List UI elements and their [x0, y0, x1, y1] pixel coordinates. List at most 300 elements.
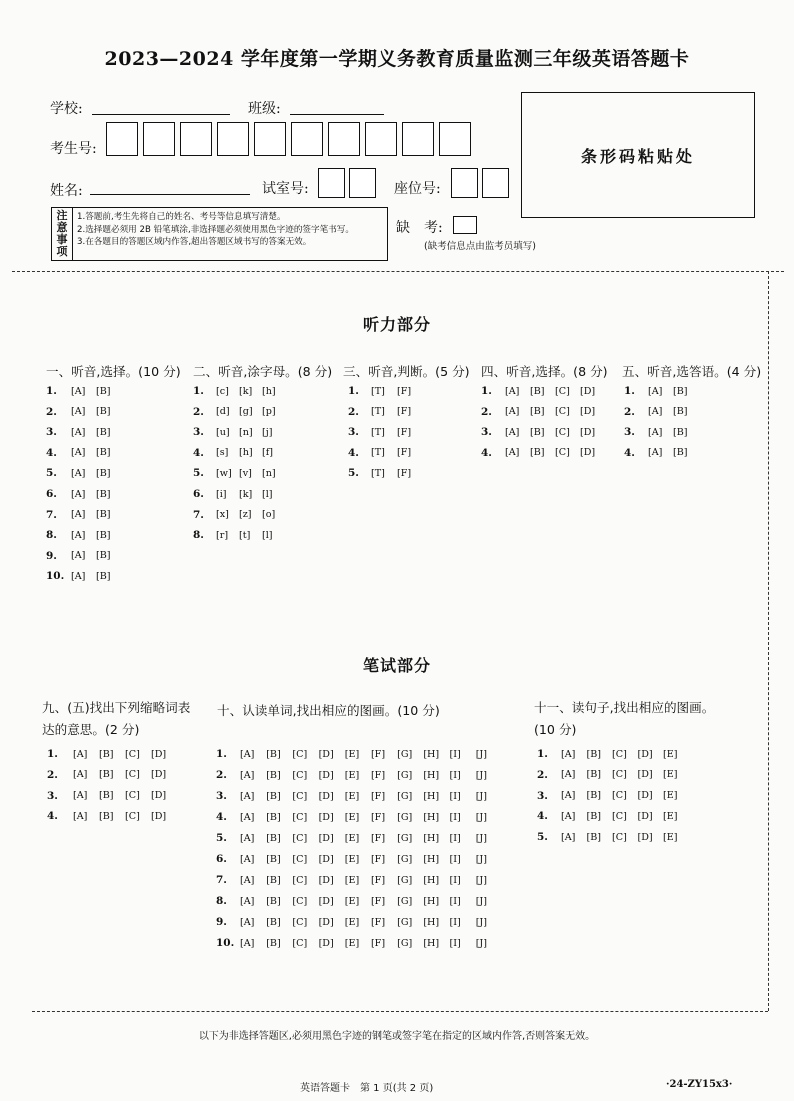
answer-option-bubble[interactable]: [I]: [449, 790, 461, 802]
answer-option-bubble[interactable]: [D]: [151, 810, 167, 822]
answer-option-bubble[interactable]: [p]: [262, 406, 276, 418]
answer-option-bubble[interactable]: [C]: [292, 769, 308, 781]
question-number: 8.: [46, 529, 57, 542]
question-number: 9.: [46, 549, 57, 562]
section-9-heading: 九、(五)找出下列缩略词表达的意思。(2 分): [42, 700, 191, 737]
answer-option-bubble[interactable]: [I]: [449, 748, 461, 760]
question-number: 2.: [481, 405, 492, 418]
answer-option-bubble[interactable]: [A]: [648, 447, 663, 459]
question-number: 6.: [46, 488, 57, 500]
notice-line: 1.答题前,考生先将自己的姓名、考号等信息填写清楚。: [77, 212, 286, 222]
answer-option-bubble[interactable]: [A]: [561, 769, 576, 781]
answer-option-bubble[interactable]: [F]: [397, 426, 412, 438]
answer-option-bubble[interactable]: [T]: [371, 467, 385, 479]
room-box[interactable]: [349, 168, 376, 198]
notice-head-char: 注: [56, 209, 68, 222]
absent-note: (缺考信息点由监考员填写): [424, 241, 536, 252]
answer-option-bubble[interactable]: [J]: [475, 937, 488, 949]
question-number: 4.: [624, 446, 635, 459]
answer-option-bubble[interactable]: [E]: [344, 769, 360, 781]
answer-option-bubble[interactable]: [T]: [371, 385, 385, 397]
section-10-row: [216, 790, 502, 802]
answer-option-bubble[interactable]: [D]: [318, 874, 334, 886]
answer-option-bubble[interactable]: [u]: [216, 426, 230, 438]
answer-option-bubble[interactable]: [A]: [71, 488, 86, 500]
answer-option-bubble[interactable]: [G]: [397, 790, 413, 802]
answer-option-bubble[interactable]: [B]: [266, 832, 281, 844]
exam-no-box[interactable]: [143, 122, 175, 156]
answer-option-bubble[interactable]: [H]: [423, 916, 440, 928]
answer-option-bubble[interactable]: [A]: [240, 748, 255, 760]
absent-box[interactable]: [453, 216, 477, 234]
answer-option-bubble[interactable]: [H]: [423, 895, 440, 907]
answer-option-bubble[interactable]: [I]: [449, 769, 461, 781]
answer-option-bubble[interactable]: [B]: [530, 385, 545, 397]
answer-option-bubble[interactable]: [D]: [637, 810, 653, 822]
answer-option-bubble[interactable]: [J]: [475, 790, 488, 802]
answer-option-bubble[interactable]: [E]: [344, 895, 360, 907]
answer-option-bubble[interactable]: [D]: [151, 769, 167, 781]
answer-option-bubble[interactable]: [c]: [216, 385, 229, 397]
exam-no-box[interactable]: [180, 122, 212, 156]
answer-option-bubble[interactable]: [D]: [318, 895, 334, 907]
seat-box[interactable]: [482, 168, 509, 198]
answer-option-bubble[interactable]: [H]: [423, 811, 440, 823]
answer-option-bubble[interactable]: [B]: [99, 790, 114, 802]
answer-option-bubble[interactable]: [C]: [292, 811, 308, 823]
answer-option-bubble[interactable]: [F]: [397, 467, 412, 479]
answer-option-bubble[interactable]: [f]: [262, 447, 274, 459]
answer-option-bubble[interactable]: [D]: [318, 769, 334, 781]
answer-option-bubble[interactable]: [A]: [561, 810, 576, 822]
answer-option-bubble[interactable]: [E]: [663, 831, 678, 843]
answer-option-bubble[interactable]: [T]: [371, 406, 385, 418]
answer-option-bubble[interactable]: [B]: [99, 748, 114, 760]
answer-option-bubble[interactable]: [E]: [344, 916, 360, 928]
answer-option-bubble[interactable]: [A]: [240, 937, 255, 949]
answer-option-bubble[interactable]: [D]: [318, 832, 334, 844]
answer-option-bubble[interactable]: [D]: [151, 790, 167, 802]
answer-option-bubble[interactable]: [A]: [648, 426, 663, 438]
section-10-heading: 十、认读单词,找出相应的图画。(10 分): [217, 703, 440, 718]
answer-option-bubble[interactable]: [C]: [555, 406, 570, 418]
section-3-row: [348, 426, 423, 438]
answer-option-bubble[interactable]: [D]: [318, 790, 334, 802]
answer-option-bubble[interactable]: [B]: [266, 811, 281, 823]
answer-option-bubble[interactable]: [A]: [71, 447, 86, 459]
answer-option-bubble[interactable]: [B]: [673, 447, 688, 459]
exam-no-box[interactable]: [217, 122, 249, 156]
section-10-row: [216, 853, 502, 865]
section-3-row: [348, 447, 423, 459]
seat-box[interactable]: [451, 168, 478, 198]
answer-option-bubble[interactable]: [J]: [475, 769, 488, 781]
answer-option-bubble[interactable]: [B]: [673, 385, 688, 397]
answer-option-bubble[interactable]: [C]: [555, 385, 570, 397]
school-field[interactable]: [92, 98, 230, 115]
answer-option-bubble[interactable]: [E]: [663, 769, 678, 781]
section-2-row: [193, 406, 285, 418]
answer-option-bubble[interactable]: [A]: [240, 832, 255, 844]
exam-no-box[interactable]: [402, 122, 434, 156]
answer-option-bubble[interactable]: [F]: [397, 447, 412, 459]
answer-option-bubble[interactable]: [J]: [475, 895, 488, 907]
answer-option-bubble[interactable]: [A]: [240, 811, 255, 823]
answer-option-bubble[interactable]: [x]: [216, 509, 229, 521]
answer-option-bubble[interactable]: [J]: [475, 874, 488, 886]
answer-option-bubble[interactable]: [A]: [73, 748, 88, 760]
answer-option-bubble[interactable]: [F]: [370, 790, 386, 802]
answer-option-bubble[interactable]: [E]: [663, 810, 678, 822]
answer-option-bubble[interactable]: [D]: [318, 748, 334, 760]
answer-option-bubble[interactable]: [E]: [344, 790, 360, 802]
answer-option-bubble[interactable]: [s]: [216, 447, 229, 459]
answer-option-bubble[interactable]: [B]: [586, 748, 602, 760]
answer-option-bubble[interactable]: [G]: [397, 895, 413, 907]
answer-option-bubble[interactable]: [d]: [216, 406, 230, 418]
answer-option-bubble[interactable]: [C]: [292, 874, 308, 886]
answer-option-bubble[interactable]: [B]: [96, 488, 111, 500]
answer-option-bubble[interactable]: [i]: [216, 488, 227, 500]
question-number: 5.: [193, 467, 204, 480]
section-2-row: [193, 509, 285, 521]
answer-option-bubble[interactable]: [C]: [125, 790, 140, 802]
answer-option-bubble[interactable]: [g]: [239, 406, 253, 418]
answer-option-bubble[interactable]: [B]: [530, 426, 545, 438]
section-9-row: [47, 748, 177, 760]
answer-option-bubble[interactable]: [D]: [318, 811, 334, 823]
section-4-row: [481, 447, 605, 459]
section-2-row: [193, 488, 285, 500]
answer-option-bubble[interactable]: [E]: [344, 832, 360, 844]
answer-option-bubble[interactable]: [B]: [586, 831, 602, 843]
answer-option-bubble[interactable]: [C]: [555, 426, 570, 438]
answer-option-bubble[interactable]: [B]: [96, 385, 111, 397]
answer-option-bubble[interactable]: [A]: [505, 447, 520, 459]
answer-option-bubble[interactable]: [l]: [262, 488, 273, 500]
answer-option-bubble[interactable]: [E]: [344, 874, 360, 886]
answer-option-bubble[interactable]: [B]: [266, 769, 281, 781]
section-10-row: [216, 874, 502, 886]
section-1-row: [46, 385, 121, 397]
answer-option-bubble[interactable]: [I]: [449, 832, 461, 844]
answer-option-bubble[interactable]: [A]: [71, 529, 86, 541]
notice-head-char: 项: [56, 245, 68, 258]
exam-no-box[interactable]: [254, 122, 286, 156]
answer-option-bubble[interactable]: [B]: [96, 570, 111, 582]
answer-option-bubble[interactable]: [A]: [73, 810, 88, 822]
section-3-heading: 三、听音,判断。(5 分): [343, 364, 470, 379]
answer-option-bubble[interactable]: [F]: [370, 895, 386, 907]
answer-option-bubble[interactable]: [C]: [125, 769, 140, 781]
question-number: 3.: [481, 426, 492, 439]
answer-option-bubble[interactable]: [B]: [96, 467, 111, 479]
answer-option-bubble[interactable]: [E]: [663, 748, 678, 760]
answer-option-bubble[interactable]: [T]: [371, 426, 385, 438]
question-number: 7.: [46, 508, 57, 521]
answer-option-bubble[interactable]: [D]: [151, 748, 167, 760]
answer-option-bubble[interactable]: [B]: [266, 748, 281, 760]
question-number: 10.: [46, 570, 65, 583]
question-number: 1.: [348, 385, 359, 397]
answer-option-bubble[interactable]: [A]: [71, 406, 86, 418]
answer-option-bubble[interactable]: [B]: [266, 895, 281, 907]
answer-option-bubble[interactable]: [A]: [240, 895, 255, 907]
answer-option-bubble[interactable]: [B]: [530, 406, 545, 418]
question-number: 3.: [193, 426, 204, 439]
section-5-row: [624, 447, 698, 459]
answer-option-bubble[interactable]: [F]: [370, 874, 386, 886]
answer-option-bubble[interactable]: [A]: [505, 385, 520, 397]
answer-option-bubble[interactable]: [A]: [561, 790, 576, 802]
question-number: 3.: [216, 790, 227, 802]
answer-option-bubble[interactable]: [B]: [266, 853, 281, 865]
answer-option-bubble[interactable]: [B]: [266, 937, 281, 949]
divider-top: [12, 271, 784, 272]
answer-option-bubble[interactable]: [C]: [125, 748, 140, 760]
answer-option-bubble[interactable]: [r]: [216, 529, 229, 541]
answer-option-bubble[interactable]: [E]: [344, 811, 360, 823]
answer-option-bubble[interactable]: [D]: [580, 447, 596, 459]
notice-body: [73, 208, 358, 260]
class-field[interactable]: [290, 98, 384, 115]
answer-option-bubble[interactable]: [A]: [240, 769, 255, 781]
answer-option-bubble[interactable]: [G]: [397, 811, 413, 823]
answer-option-bubble[interactable]: [A]: [505, 406, 520, 418]
exam-no-box[interactable]: [328, 122, 360, 156]
answer-option-bubble[interactable]: [H]: [423, 748, 440, 760]
answer-option-bubble[interactable]: [E]: [344, 853, 360, 865]
answer-option-bubble[interactable]: [C]: [612, 769, 627, 781]
answer-option-bubble[interactable]: [H]: [423, 937, 440, 949]
exam-no-box[interactable]: [365, 122, 397, 156]
answer-option-bubble[interactable]: [A]: [71, 570, 86, 582]
question-number: 3.: [348, 426, 359, 439]
answer-option-bubble[interactable]: [B]: [96, 406, 111, 418]
answer-option-bubble[interactable]: [D]: [637, 748, 653, 760]
answer-option-bubble[interactable]: [B]: [586, 790, 602, 802]
answer-option-bubble[interactable]: [k]: [239, 488, 253, 500]
answer-option-bubble[interactable]: [v]: [239, 467, 252, 479]
section-10-row: [216, 748, 502, 760]
answer-option-bubble[interactable]: [C]: [292, 748, 308, 760]
answer-option-bubble[interactable]: [J]: [475, 832, 488, 844]
answer-option-bubble[interactable]: [B]: [96, 426, 111, 438]
question-number: 8.: [193, 529, 204, 542]
answer-option-bubble[interactable]: [G]: [397, 853, 413, 865]
answer-option-bubble[interactable]: [J]: [475, 853, 488, 865]
answer-option-bubble[interactable]: [D]: [637, 790, 653, 802]
answer-option-bubble[interactable]: [B]: [99, 810, 114, 822]
answer-option-bubble[interactable]: [F]: [370, 769, 386, 781]
section-4-row: [481, 406, 605, 418]
answer-option-bubble[interactable]: [D]: [580, 426, 596, 438]
answer-option-bubble[interactable]: [F]: [370, 748, 386, 760]
answer-option-bubble[interactable]: [F]: [370, 937, 386, 949]
answer-option-bubble[interactable]: [J]: [475, 748, 488, 760]
answer-option-bubble[interactable]: [H]: [423, 769, 440, 781]
answer-option-bubble[interactable]: [A]: [71, 550, 86, 562]
answer-option-bubble[interactable]: [C]: [292, 895, 308, 907]
section-1-row: [46, 467, 121, 479]
answer-option-bubble[interactable]: [j]: [262, 426, 273, 438]
answer-option-bubble[interactable]: [B]: [96, 509, 111, 521]
answer-option-bubble[interactable]: [C]: [292, 853, 308, 865]
answer-option-bubble[interactable]: [C]: [292, 790, 308, 802]
answer-option-bubble[interactable]: [B]: [266, 790, 281, 802]
answer-option-bubble[interactable]: [C]: [292, 832, 308, 844]
name-field[interactable]: [90, 178, 250, 195]
answer-option-bubble[interactable]: [J]: [475, 811, 488, 823]
name-label: 姓名:: [50, 183, 83, 199]
answer-option-bubble[interactable]: [I]: [449, 874, 461, 886]
answer-option-bubble[interactable]: [B]: [266, 874, 281, 886]
answer-option-bubble[interactable]: [I]: [449, 811, 461, 823]
answer-option-bubble[interactable]: [k]: [239, 385, 253, 397]
answer-option-bubble[interactable]: [G]: [397, 874, 413, 886]
answer-option-bubble[interactable]: [D]: [637, 769, 653, 781]
answer-option-bubble[interactable]: [A]: [71, 385, 86, 397]
answer-option-bubble[interactable]: [B]: [99, 769, 114, 781]
question-number: 5.: [46, 467, 57, 480]
answer-option-bubble[interactable]: [A]: [71, 467, 86, 479]
answer-option-bubble[interactable]: [h]: [239, 447, 253, 459]
answer-option-bubble[interactable]: [D]: [580, 385, 596, 397]
exam-no-box[interactable]: [439, 122, 471, 156]
answer-option-bubble[interactable]: [C]: [612, 831, 627, 843]
answer-option-bubble[interactable]: [o]: [262, 509, 276, 521]
answer-option-bubble[interactable]: [F]: [370, 916, 386, 928]
answer-option-bubble[interactable]: [G]: [397, 769, 413, 781]
answer-option-bubble[interactable]: [B]: [266, 916, 281, 928]
answer-option-bubble[interactable]: [F]: [370, 832, 386, 844]
answer-option-bubble[interactable]: [B]: [586, 769, 602, 781]
answer-option-bubble[interactable]: [B]: [586, 810, 602, 822]
answer-option-bubble[interactable]: [A]: [648, 385, 663, 397]
answer-option-bubble[interactable]: [C]: [612, 748, 627, 760]
section-1-row: [46, 406, 121, 418]
answer-option-bubble[interactable]: [A]: [240, 790, 255, 802]
answer-option-bubble[interactable]: [C]: [612, 790, 627, 802]
section-10-row: [216, 895, 502, 907]
answer-option-bubble[interactable]: [D]: [580, 406, 596, 418]
answer-option-bubble[interactable]: [F]: [370, 811, 386, 823]
answer-option-bubble[interactable]: [A]: [561, 748, 576, 760]
answer-option-bubble[interactable]: [B]: [673, 426, 688, 438]
answer-option-bubble[interactable]: [I]: [449, 937, 461, 949]
answer-option-bubble[interactable]: [F]: [397, 406, 412, 418]
answer-option-bubble[interactable]: [J]: [475, 916, 488, 928]
answer-option-bubble[interactable]: [G]: [397, 937, 413, 949]
answer-option-bubble[interactable]: [C]: [292, 937, 308, 949]
exam-no-box[interactable]: [106, 122, 138, 156]
answer-option-bubble[interactable]: [A]: [71, 509, 86, 521]
section-9-row: [47, 810, 177, 822]
answer-option-bubble[interactable]: [B]: [96, 550, 111, 562]
exam-no-box[interactable]: [291, 122, 323, 156]
answer-option-bubble[interactable]: [F]: [397, 385, 412, 397]
answer-option-bubble[interactable]: [G]: [397, 916, 413, 928]
answer-option-bubble[interactable]: [D]: [318, 937, 334, 949]
section-10-row: [216, 811, 502, 823]
seat-label: 座位号:: [394, 181, 441, 197]
answer-option-bubble[interactable]: [C]: [125, 810, 140, 822]
answer-option-bubble[interactable]: [G]: [397, 748, 413, 760]
section-1-row: [46, 550, 121, 562]
barcode-area[interactable]: 条形码粘贴处: [521, 92, 755, 218]
answer-option-bubble[interactable]: [C]: [292, 916, 308, 928]
answer-option-bubble[interactable]: [B]: [530, 447, 545, 459]
answer-option-bubble[interactable]: [E]: [344, 748, 360, 760]
section-5-row: [624, 426, 698, 438]
answer-option-bubble[interactable]: [H]: [423, 790, 440, 802]
section-9-row: [47, 769, 177, 781]
answer-option-bubble[interactable]: [n]: [239, 426, 253, 438]
answer-option-bubble[interactable]: [n]: [262, 467, 276, 479]
answer-option-bubble[interactable]: [A]: [505, 426, 520, 438]
answer-option-bubble[interactable]: [E]: [344, 937, 360, 949]
room-box[interactable]: [318, 168, 345, 198]
answer-option-bubble[interactable]: [I]: [449, 853, 461, 865]
absent-label: 缺 考:: [396, 220, 443, 236]
answer-option-bubble[interactable]: [D]: [318, 853, 334, 865]
answer-option-bubble[interactable]: [A]: [73, 790, 88, 802]
section-2-row: [193, 447, 285, 459]
question-number: 2.: [47, 768, 58, 781]
answer-option-bubble[interactable]: [B]: [673, 406, 688, 418]
question-number: 4.: [537, 810, 548, 823]
answer-option-bubble[interactable]: [B]: [96, 529, 111, 541]
answer-option-bubble[interactable]: [H]: [423, 874, 440, 886]
answer-option-bubble[interactable]: [D]: [637, 831, 653, 843]
answer-option-bubble[interactable]: [H]: [423, 832, 440, 844]
section-3-row: [348, 467, 423, 479]
section-5-heading: 五、听音,选答语。(4 分): [622, 364, 762, 379]
answer-option-bubble[interactable]: [A]: [561, 831, 576, 843]
answer-option-bubble[interactable]: [D]: [318, 916, 334, 928]
answer-option-bubble[interactable]: [h]: [262, 385, 276, 397]
answer-option-bubble[interactable]: [t]: [239, 529, 251, 541]
answer-option-bubble[interactable]: [F]: [370, 853, 386, 865]
answer-option-bubble[interactable]: [B]: [96, 447, 111, 459]
answer-option-bubble[interactable]: [z]: [239, 509, 252, 521]
answer-option-bubble[interactable]: [A]: [240, 916, 255, 928]
answer-option-bubble[interactable]: [C]: [555, 447, 570, 459]
answer-option-bubble[interactable]: [I]: [449, 916, 461, 928]
answer-option-bubble[interactable]: [A]: [648, 406, 663, 418]
answer-option-bubble[interactable]: [I]: [449, 895, 461, 907]
answer-option-bubble[interactable]: [l]: [262, 529, 273, 541]
answer-option-bubble[interactable]: [E]: [663, 790, 678, 802]
answer-option-bubble[interactable]: [w]: [216, 467, 232, 479]
answer-option-bubble[interactable]: [T]: [371, 447, 385, 459]
answer-option-bubble[interactable]: [C]: [612, 810, 627, 822]
answer-option-bubble[interactable]: [A]: [73, 769, 88, 781]
answer-option-bubble[interactable]: [H]: [423, 853, 440, 865]
section-3-row: [348, 406, 423, 418]
divider-bottom: [32, 1011, 768, 1012]
answer-option-bubble[interactable]: [A]: [71, 426, 86, 438]
answer-option-bubble[interactable]: [A]: [240, 853, 255, 865]
answer-option-bubble[interactable]: [A]: [240, 874, 255, 886]
section-1-row: [46, 426, 121, 438]
question-number: 4.: [216, 811, 227, 823]
answer-option-bubble[interactable]: [G]: [397, 832, 413, 844]
question-number: 6.: [216, 853, 227, 865]
question-number: 2.: [537, 768, 548, 781]
section-4-row: [481, 385, 605, 397]
question-number: 4.: [46, 446, 57, 459]
